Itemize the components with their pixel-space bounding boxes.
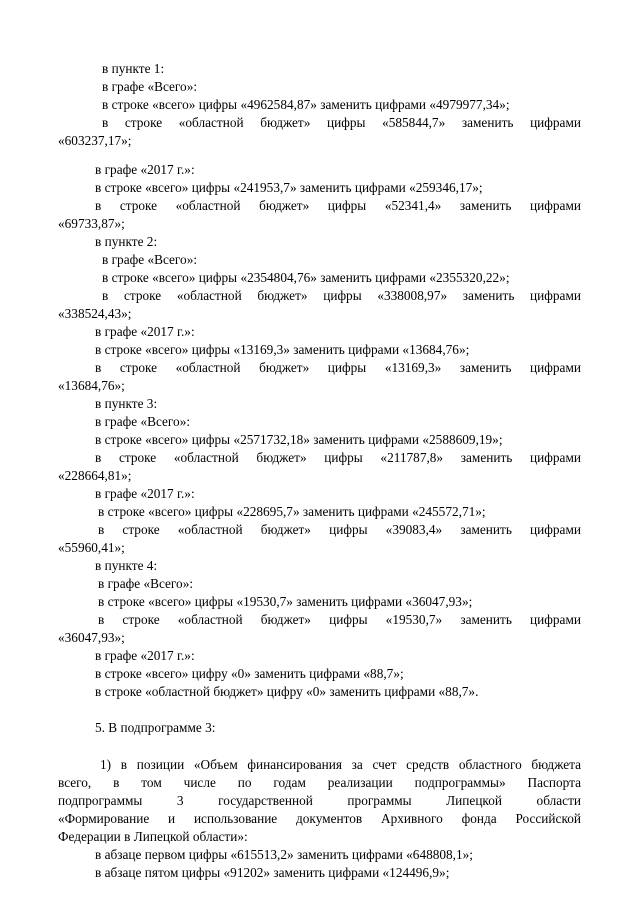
text-line: «13684,76»; <box>58 378 125 393</box>
section-heading: 5. В подпрограмме 3: <box>95 720 216 735</box>
text-line: в строке «всего» цифры «2354804,76» заменить цифрами «2355320,22»; <box>102 270 510 285</box>
text-line: в графе «2017 г.»: <box>95 648 195 663</box>
text-line: в графе «2017 г.»: <box>95 162 195 177</box>
text-line: «338524,43»; <box>58 306 132 321</box>
text-line: «36047,93»; <box>58 630 125 645</box>
text-line: в графе «2017 г.»: <box>95 324 195 339</box>
text-line: «55960,41»; <box>58 540 125 555</box>
text-line: в пункте 4: <box>95 558 158 573</box>
text-line: 1) в позиции «Объем финансирования за счет средств областного бюджета <box>100 757 581 772</box>
text-line: в абзаце первом цифры «615513,2» заменить цифрами «648808,1»; <box>95 847 474 862</box>
text-line: в пункте 3: <box>95 396 158 411</box>
text-line: «603237,17»; <box>58 133 132 148</box>
text-line: в строке «областной бюджет» цифры «338008,97» заменить цифрами <box>102 288 581 303</box>
text-line: в строке «всего» цифры «13169,3» заменить цифрами «13684,76»; <box>95 342 470 357</box>
text-line: в графе «Всего»: <box>102 79 198 94</box>
text-line: в строке «всего» цифры «241953,7» заменить цифрами «259346,17»; <box>95 180 483 195</box>
text-line: в графе «Всего»: <box>102 252 198 267</box>
text-line: в строке «всего» цифры «228695,7» заменить цифрами «245572,71»; <box>98 504 486 519</box>
text-line: в пункте 1: <box>102 61 165 76</box>
text-line: в строке «областной бюджет» цифры «52341,4» заменить цифрами <box>95 198 581 213</box>
text-line: всего, в том числе по годам реализации подпрограммы» Паспорта <box>58 775 581 790</box>
text-line: в строке «областной бюджет» цифры «13169,3» заменить цифрами <box>95 360 581 375</box>
text-line: в графе «2017 г.»: <box>95 486 195 501</box>
text-line: «Формирование и использование документов Архивного фонда Российской <box>58 811 581 826</box>
text-line: в строке «областной бюджет» цифры «585844,7» заменить цифрами <box>102 115 581 130</box>
text-line: в графе «Всего»: <box>98 576 194 591</box>
text-line: Федерации в Липецкой области»: <box>58 829 248 844</box>
text-line: в пункте 2: <box>95 234 158 249</box>
text-line: в строке «областной бюджет» цифры «211787,8» заменить цифрами <box>95 450 581 465</box>
text-line: в строке «областной бюджет» цифру «0» заменить цифрами «88,7». <box>95 684 479 699</box>
text-line: «69733,87»; <box>58 216 125 231</box>
text-line: в строке «областной бюджет» цифры «19530,7» заменить цифрами <box>98 612 581 627</box>
text-line: «228664,81»; <box>58 468 132 483</box>
text-line: подпрограммы 3 государственной программы Липецкой области <box>58 793 581 808</box>
text-line: в строке «всего» цифры «4962584,87» заменить цифрами «4979977,34»; <box>102 97 510 112</box>
text-line: в строке «областной бюджет» цифры «39083,4» заменить цифрами <box>98 522 581 537</box>
text-line: в строке «всего» цифры «2571732,18» заменить цифрами «2588609,19»; <box>95 432 503 447</box>
text-line: в строке «всего» цифры «19530,7» заменить цифрами «36047,93»; <box>98 594 473 609</box>
text-line: в абзаце пятом цифры «91202» заменить цифрами «124496,9»; <box>95 865 450 880</box>
text-line: в строке «всего» цифру «0» заменить цифрами «88,7»; <box>95 666 404 681</box>
text-line: в графе «Всего»: <box>95 414 191 429</box>
